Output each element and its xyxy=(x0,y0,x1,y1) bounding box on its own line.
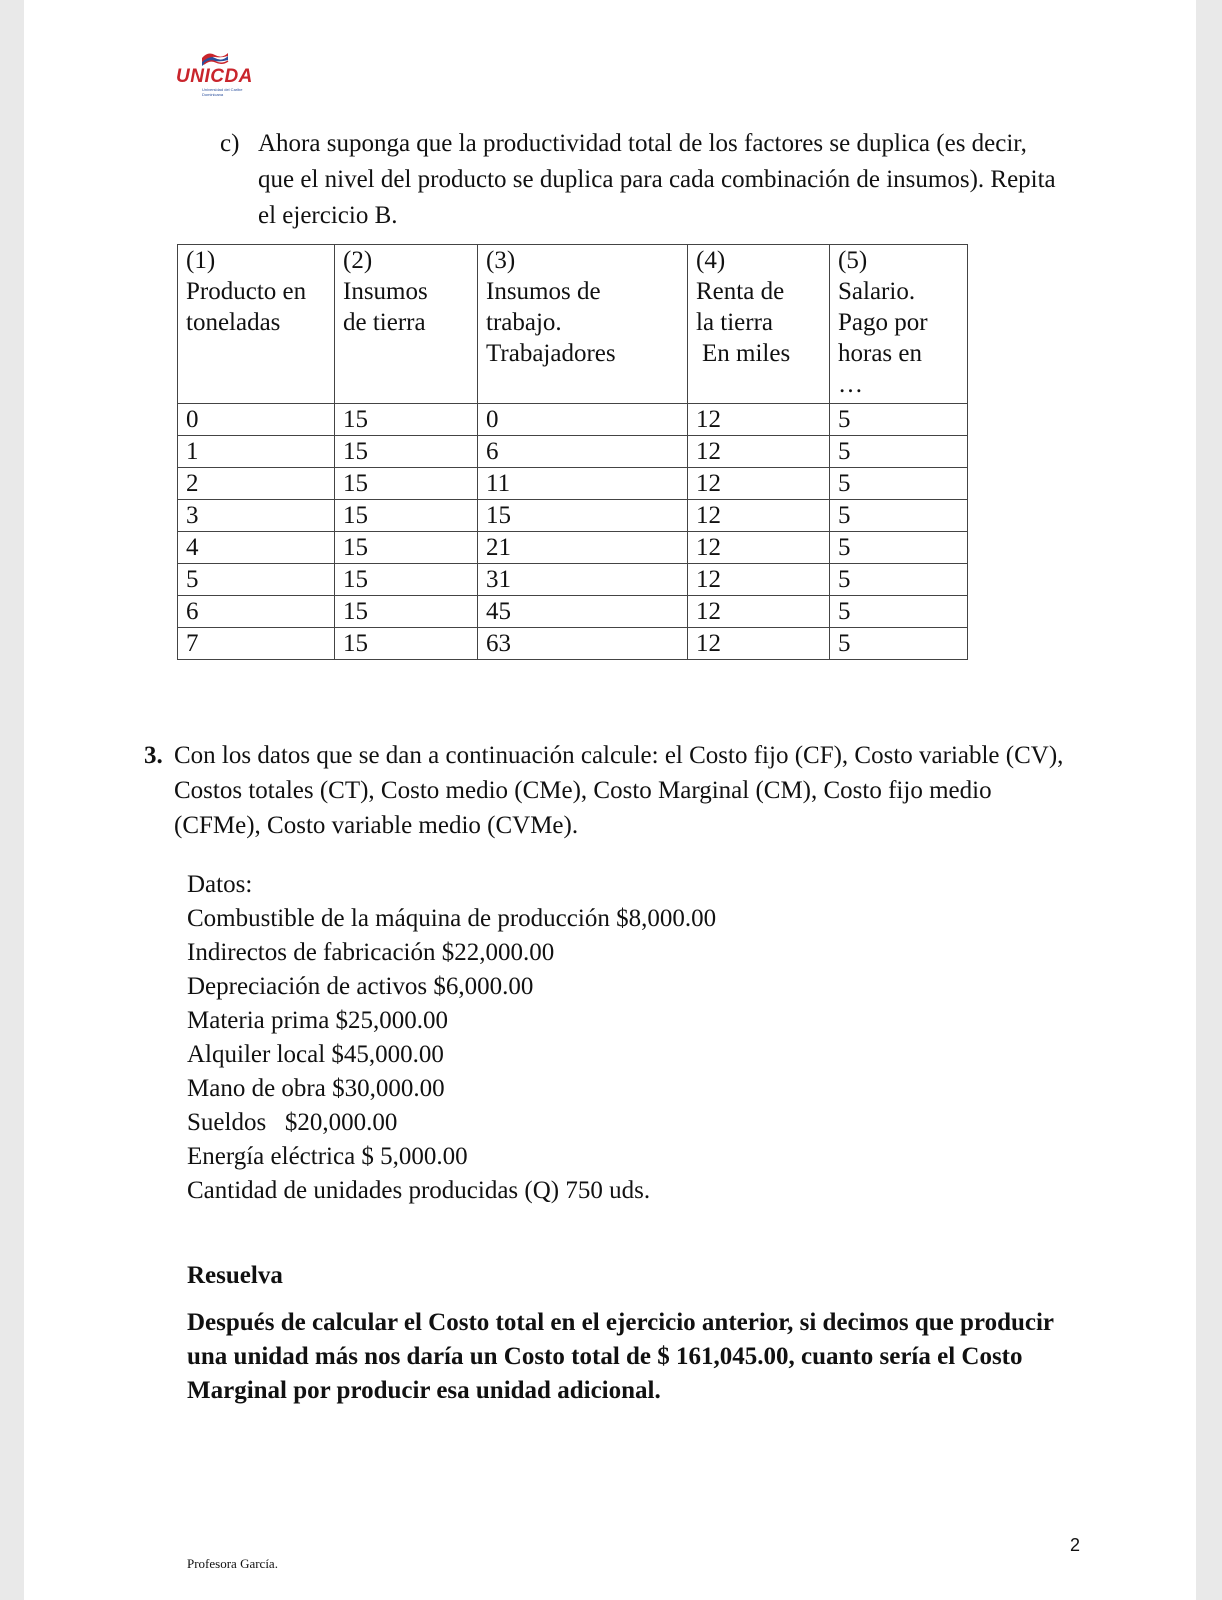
question-3-text: Con los datos que se dan a continuación calcule: el Costo fijo (CF), Costo variable (CV), Costos totales (CT), Costo medio (CMe), Costo Marginal (CM), Costo fijo medio (CFMe), Costo variable medio (CVMe). xyxy=(174,742,1064,839)
list-item: Depreciación de activos $6,000.00 xyxy=(187,973,534,1000)
exercise-c-label: c) xyxy=(220,130,240,157)
table-row xyxy=(178,628,968,660)
table-cell: 12 xyxy=(688,436,830,468)
table-cell: 12 xyxy=(688,468,830,500)
table-cell: 5 xyxy=(830,404,968,436)
page-number: 2 xyxy=(1070,1535,1081,1555)
table-cell: 5 xyxy=(830,564,968,596)
table-row xyxy=(178,596,968,628)
table-cell: 5 xyxy=(830,596,968,628)
list-item: Alquiler local $45,000.00 xyxy=(187,1041,444,1068)
table-cell: 15 xyxy=(335,468,478,500)
table-row xyxy=(178,404,968,436)
table-cell: 12 xyxy=(688,500,830,532)
table-cell: 31 xyxy=(478,564,688,596)
table-cell: 6 xyxy=(178,596,335,628)
table-cell: 5 xyxy=(830,500,968,532)
resuelva-text: Después de calcular el Costo total en el ejercicio anterior, si decimos que producir una unidad más nos daría un Costo total de $ 161,045.00, cuanto sería el Costo Marginal por producir esa unidad adicional. xyxy=(187,1309,1054,1404)
datos-list xyxy=(187,868,716,1208)
header-col-4: (4) Renta de la tierra En miles xyxy=(688,245,830,404)
table-cell: 15 xyxy=(335,628,478,660)
table-cell: 5 xyxy=(830,532,968,564)
table-cell: 15 xyxy=(335,404,478,436)
table-cell: 15 xyxy=(335,564,478,596)
table-cell: 12 xyxy=(688,404,830,436)
header-col-1: (1) Producto en toneladas xyxy=(178,245,335,404)
table-row xyxy=(178,564,968,596)
list-item: Combustible de la máquina de producción $8,000.00 xyxy=(187,905,717,932)
logo-wordmark: UNICDA xyxy=(176,66,253,87)
table-cell: 7 xyxy=(178,628,335,660)
table-cell: 63 xyxy=(478,628,688,660)
list-item: Cantidad de unidades producidas (Q) 750 uds. xyxy=(187,1177,651,1204)
table-row xyxy=(178,468,968,500)
table-cell: 15 xyxy=(335,532,478,564)
datos-title: Datos: xyxy=(187,871,253,898)
question-3 xyxy=(144,738,1064,843)
header-col-3: (3) Insumos de trabajo. Trabajadores xyxy=(478,245,688,404)
table-row xyxy=(178,532,968,564)
table-cell: 15 xyxy=(478,500,688,532)
list-item: Indirectos de fabricación $22,000.00 xyxy=(187,939,555,966)
table-cell: 45 xyxy=(478,596,688,628)
question-3-number: 3. xyxy=(144,742,163,769)
table-cell: 15 xyxy=(335,596,478,628)
table-cell: 5 xyxy=(178,564,335,596)
table-cell: 4 xyxy=(178,532,335,564)
footer-author: Profesora García. xyxy=(187,1556,278,1571)
exercise-c xyxy=(220,126,1060,234)
table-cell: 15 xyxy=(335,436,478,468)
document-page xyxy=(24,0,1196,1600)
list-item: Sueldos $20,000.00 xyxy=(187,1109,398,1136)
resuelva-heading: Resuelva xyxy=(187,1262,283,1289)
table-row xyxy=(178,436,968,468)
exercise-c-text: Ahora suponga que la productividad total de los factores se duplica (es decir, que el nivel del producto se duplica para cada combinación de insumos). Repita el ejercicio B. xyxy=(258,130,1056,229)
table-header-row xyxy=(178,245,968,404)
table-cell: 3 xyxy=(178,500,335,532)
table-cell: 0 xyxy=(478,404,688,436)
header-col-5: (5) Salario. Pago por horas en … xyxy=(830,245,968,404)
list-item: Energía eléctrica $ 5,000.00 xyxy=(187,1143,468,1170)
table-cell: 12 xyxy=(688,532,830,564)
list-item: Materia prima $25,000.00 xyxy=(187,1007,449,1034)
header-col-2: (2) Insumos de tierra xyxy=(335,245,478,404)
table-cell: 5 xyxy=(830,468,968,500)
production-table xyxy=(177,244,968,660)
table-cell: 1 xyxy=(178,436,335,468)
table-row xyxy=(178,500,968,532)
table-cell: 6 xyxy=(478,436,688,468)
table-cell: 15 xyxy=(335,500,478,532)
table-cell: 12 xyxy=(688,564,830,596)
table-cell: 12 xyxy=(688,628,830,660)
table-cell: 2 xyxy=(178,468,335,500)
unicda-logo xyxy=(174,50,253,97)
table-cell: 5 xyxy=(830,436,968,468)
logo-subtitle: Universidad del Caribe Dominicana xyxy=(202,87,243,97)
table-cell: 21 xyxy=(478,532,688,564)
table-cell: 0 xyxy=(178,404,335,436)
table-cell: 12 xyxy=(688,596,830,628)
table-cell: 5 xyxy=(830,628,968,660)
list-item: Mano de obra $30,000.00 xyxy=(187,1075,445,1102)
table-cell: 11 xyxy=(478,468,688,500)
